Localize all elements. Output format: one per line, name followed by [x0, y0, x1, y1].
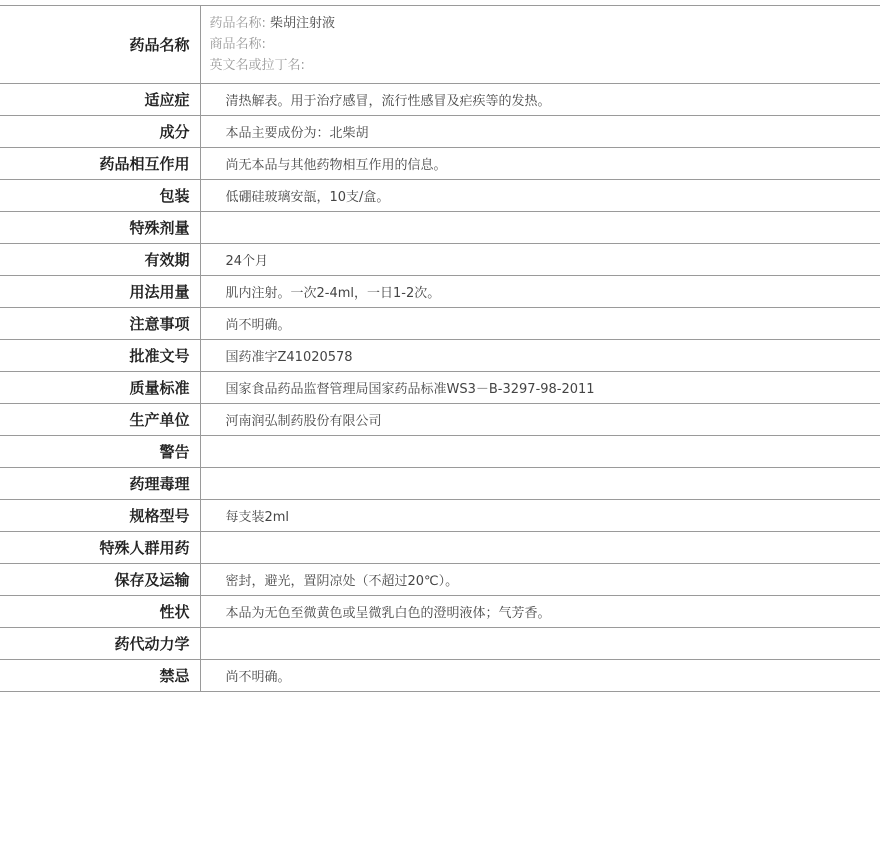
- table-row: [0, 212, 880, 244]
- row-label: 有效期: [0, 244, 200, 276]
- table-row: [0, 308, 880, 340]
- trade-name-key: 商品名称:: [209, 37, 266, 52]
- row-value: 河南润弘制药股份有限公司: [200, 404, 880, 436]
- latin-name-line: [210, 55, 880, 76]
- table-row: [0, 628, 880, 660]
- drug-name-cell: [200, 6, 880, 84]
- row-value: [200, 436, 880, 468]
- generic-name-value: 柴胡注射液: [270, 16, 336, 31]
- row-label: 特殊剂量: [0, 212, 200, 244]
- table-row: [0, 180, 880, 212]
- latin-name-key: 英文名或拉丁名:: [209, 58, 305, 73]
- row-value: 密封，避光，置阴凉处（不超过20℃）。: [200, 564, 880, 596]
- table-row: [0, 276, 880, 308]
- row-label: 性状: [0, 596, 200, 628]
- row-value: 尚不明确。: [200, 308, 880, 340]
- row-label: 警告: [0, 436, 200, 468]
- row-label: 特殊人群用药: [0, 532, 200, 564]
- row-label: 药代动力学: [0, 628, 200, 660]
- table-row: [0, 116, 880, 148]
- table-row: [0, 404, 880, 436]
- row-label: 药理毒理: [0, 468, 200, 500]
- row-value: 24个月: [200, 244, 880, 276]
- row-label: 适应症: [0, 84, 200, 116]
- row-value: 国药准字Z41020578: [200, 340, 880, 372]
- row-label: 规格型号: [0, 500, 200, 532]
- table-row: [0, 372, 880, 404]
- table-row-drug-name: [0, 6, 880, 84]
- row-value: 每支装2ml: [200, 500, 880, 532]
- row-label: 质量标准: [0, 372, 200, 404]
- table-row: [0, 660, 880, 692]
- row-value: 清热解表。用于治疗感冒，流行性感冒及疟疾等的发热。: [200, 84, 880, 116]
- row-value: [200, 532, 880, 564]
- table-row: [0, 564, 880, 596]
- row-value: [200, 212, 880, 244]
- drug-spec-table: [0, 5, 880, 692]
- row-value: 尚不明确。: [200, 660, 880, 692]
- row-label: 药品名称: [0, 6, 200, 84]
- table-row: [0, 148, 880, 180]
- table-row: [0, 84, 880, 116]
- row-label: 成分: [0, 116, 200, 148]
- table-row: [0, 500, 880, 532]
- row-label: 禁忌: [0, 660, 200, 692]
- row-label: 批准文号: [0, 340, 200, 372]
- table-row: [0, 468, 880, 500]
- table-row: [0, 532, 880, 564]
- row-value: 本品为无色至微黄色或呈微乳白色的澄明液体；气芳香。: [200, 596, 880, 628]
- row-label: 注意事项: [0, 308, 200, 340]
- row-label: 包装: [0, 180, 200, 212]
- table-row: [0, 244, 880, 276]
- trade-name-line: [210, 34, 880, 55]
- drug-name-block: [201, 13, 880, 76]
- generic-name-line: [210, 13, 880, 34]
- row-value: [200, 628, 880, 660]
- row-label: 生产单位: [0, 404, 200, 436]
- row-value: 肌内注射。一次2-4ml，一日1-2次。: [200, 276, 880, 308]
- row-label: 药品相互作用: [0, 148, 200, 180]
- row-label: 用法用量: [0, 276, 200, 308]
- generic-name-key: 药品名称:: [209, 16, 266, 31]
- row-value: 尚无本品与其他药物相互作用的信息。: [200, 148, 880, 180]
- drug-spec-table-body: [0, 6, 880, 692]
- row-value: 本品主要成份为：北柴胡: [200, 116, 880, 148]
- row-value: [200, 468, 880, 500]
- table-row: [0, 436, 880, 468]
- table-row: [0, 340, 880, 372]
- row-value: 低硼硅玻璃安瓿，10支/盒。: [200, 180, 880, 212]
- row-value: 国家食品药品监督管理局国家药品标准WS3－B-3297-98-2011: [200, 372, 880, 404]
- row-label: 保存及运输: [0, 564, 200, 596]
- table-row: [0, 596, 880, 628]
